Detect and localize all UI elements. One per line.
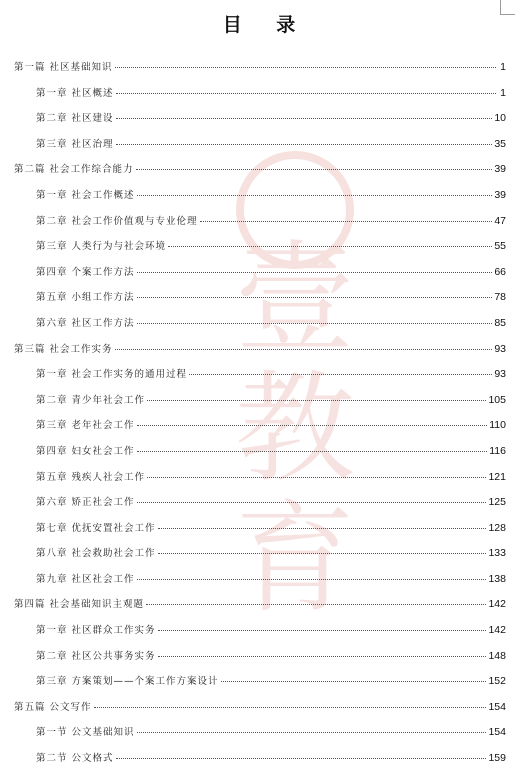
table-of-contents [14,60,506,777]
toc-chapter-entry[interactable] [14,188,506,214]
toc-dot-leader [137,425,488,426]
toc-entry-label: 第一节 公文基础知识 [36,727,135,739]
toc-dot-leader [137,323,493,324]
toc-chapter-entry[interactable] [14,495,506,521]
toc-page-number: 10 [494,112,506,125]
toc-entry-label: 第二节 公文格式 [36,753,114,765]
toc-page-number: 39 [494,163,506,176]
toc-page-number: 105 [488,393,506,406]
toc-dot-leader [200,221,493,222]
toc-dot-leader [147,477,486,478]
toc-chapter-entry[interactable] [14,239,506,265]
toc-page-number: 1 [500,61,506,73]
toc-chapter-entry[interactable] [14,470,506,496]
toc-chapter-entry[interactable] [14,649,506,675]
toc-title: 目 录 [222,14,310,36]
toc-entry-label: 第四章 个案工作方法 [36,266,135,278]
toc-entry-label: 第一章 社区概述 [36,87,114,99]
toc-entry-label: 第五篇 公文写作 [14,701,92,713]
toc-entry-label: 第二篇 社会工作综合能力 [14,164,134,176]
toc-page-number: 116 [489,444,506,457]
toc-chapter-entry[interactable] [14,521,506,547]
toc-chapter-entry[interactable] [14,393,506,419]
toc-page-number: 55 [494,240,506,253]
toc-page-number: 1 [500,86,506,99]
toc-dot-leader [116,758,487,759]
toc-chapter-entry[interactable] [14,214,506,240]
toc-entry-label: 第四章 妇女社会工作 [36,445,135,457]
toc-page-number: 159 [488,752,506,765]
toc-chapter-entry[interactable] [14,674,506,700]
toc-chapter-entry[interactable] [14,111,506,137]
toc-entry-label: 第一章 社会工作概述 [36,189,135,201]
toc-page-number: 138 [488,572,506,585]
toc-entry-label: 第六章 社区工作方法 [36,317,135,329]
toc-dot-leader [137,297,493,298]
toc-chapter-entry[interactable] [14,572,506,598]
toc-dot-leader [116,93,496,94]
toc-entry-label: 第三章 社区治理 [36,138,114,150]
toc-dot-leader [116,118,493,119]
toc-page-number: 128 [488,521,506,534]
toc-dot-leader [158,528,487,529]
toc-page-number: 93 [494,368,506,381]
toc-entry-label: 第五章 小组工作方法 [36,292,135,304]
toc-entry-label: 第二章 社区公共事务实务 [36,650,156,662]
toc-page-number: 110 [489,419,506,432]
toc-part-entry[interactable] [14,597,506,623]
toc-chapter-entry[interactable] [14,623,506,649]
toc-entry-label: 第三章 人类行为与社会环境 [36,241,167,253]
toc-page-number: 125 [488,496,506,509]
toc-part-entry[interactable] [14,162,506,188]
toc-entry-label: 第六章 矫正社会工作 [36,497,135,509]
toc-dot-leader [137,195,493,196]
toc-chapter-entry[interactable] [14,725,506,751]
toc-entry-label: 第九章 社区社会工作 [36,573,135,585]
toc-page-number: 121 [488,470,506,483]
toc-page-number: 35 [494,137,506,150]
toc-dot-leader [115,349,493,350]
toc-chapter-entry[interactable] [14,367,506,393]
toc-dot-leader [158,553,487,554]
toc-page-number: 39 [494,188,506,201]
toc-dot-leader [115,67,496,68]
toc-chapter-entry[interactable] [14,751,506,777]
toc-entry-label: 第三篇 社会工作实务 [14,343,113,355]
toc-entry-label: 第一章 社会工作实务的通用过程 [36,369,188,381]
toc-dot-leader [136,169,493,170]
toc-dot-leader [116,144,493,145]
toc-dot-leader [137,732,487,733]
toc-part-entry[interactable] [14,342,506,368]
toc-page-number: 47 [494,214,506,227]
toc-dot-leader [137,451,488,452]
toc-chapter-entry[interactable] [14,137,506,163]
toc-page-number: 66 [494,265,506,278]
toc-entry-label: 第一篇 社区基础知识 [14,62,113,73]
toc-chapter-entry[interactable] [14,444,506,470]
toc-chapter-entry[interactable] [14,290,506,316]
toc-dot-leader [146,604,486,605]
toc-page-number: 133 [488,547,506,560]
svg-text:壹: 壹 [235,230,355,369]
toc-chapter-entry[interactable] [14,265,506,291]
toc-dot-leader [189,374,492,375]
toc-dot-leader [137,502,487,503]
toc-page-number: 154 [488,726,506,739]
toc-dot-leader [137,272,493,273]
toc-page-number: 154 [488,700,506,713]
toc-dot-leader [168,246,492,247]
toc-entry-label: 第七章 优抚安置社会工作 [36,522,156,534]
toc-entry-label: 第三章 方案策划——个案工作方案设计 [36,676,219,688]
toc-dot-leader [158,656,487,657]
toc-entry-label: 第一章 社区群众工作实务 [36,625,156,637]
toc-chapter-entry[interactable] [14,316,506,342]
toc-entry-label: 第二章 社会工作价值观与专业伦理 [36,215,198,227]
toc-part-entry[interactable] [14,700,506,726]
toc-dot-leader [137,579,487,580]
toc-entry-label: 第五章 残疾人社会工作 [36,471,146,483]
svg-text:育: 育 [235,490,355,620]
toc-entry-label: 第二章 青少年社会工作 [36,394,146,406]
toc-page-number: 142 [488,624,506,637]
toc-chapter-entry[interactable] [14,418,506,444]
toc-part-entry[interactable] [14,60,506,86]
toc-page-number: 152 [488,675,506,688]
toc-dot-leader [94,707,487,708]
toc-entry-label: 第八章 社会救助社会工作 [36,548,156,560]
toc-page-number: 85 [494,316,506,329]
toc-entry-label: 第二章 社区建设 [36,113,114,125]
toc-chapter-entry[interactable] [14,546,506,572]
toc-page-number: 93 [494,342,506,355]
toc-page-number: 142 [488,598,506,611]
toc-entry-label: 第四篇 社会基础知识主观题 [14,599,145,611]
toc-dot-leader [158,630,487,631]
svg-text:教: 教 [235,360,355,499]
toc-chapter-entry[interactable] [14,86,506,112]
toc-page-number: 78 [494,291,506,304]
toc-dot-leader [147,400,486,401]
toc-entry-label: 第三章 老年社会工作 [36,420,135,432]
toc-page-number: 148 [488,649,506,662]
toc-dot-leader [221,681,487,682]
